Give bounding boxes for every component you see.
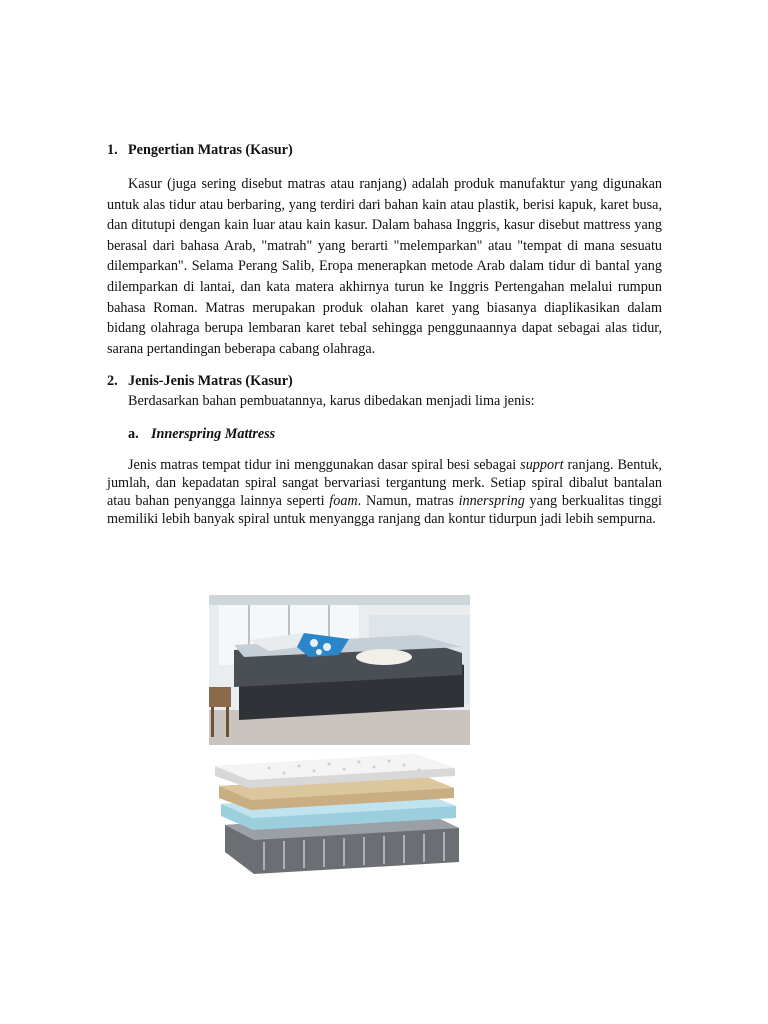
para-text-4: yang berkualitas tinggi memiliki lebih banyak spiral untuk menyangga ranjang dan kontur tidurpun jadi lebih sempurna.: [107, 493, 662, 528]
section-1-title: Pengertian Matras (Kasur): [128, 142, 293, 158]
section-2-intro: Berdasarkan bahan pembuatannya, karus dibedakan menjadi lima jenis:: [128, 393, 535, 410]
subsection-a-number: a.: [128, 426, 139, 443]
subsection-a-paragraph: [107, 456, 662, 528]
section-1-heading: [107, 140, 662, 160]
subsection-a-title: Innerspring Mattress: [151, 426, 276, 443]
para-em-innerspring: innerspring: [458, 493, 525, 510]
section-1-number: 1.: [107, 142, 118, 158]
section-2-heading: [107, 371, 662, 391]
document-body: [107, 140, 662, 528]
para-text-1: Jenis matras tempat tidur ini menggunakan dasar spiral besi sebagai: [128, 457, 521, 474]
mattress-layers-image: [209, 752, 470, 876]
para-em-foam: foam: [329, 493, 358, 510]
bed-photo: [209, 595, 470, 745]
section-2-title: Jenis-Jenis Matras (Kasur): [128, 373, 293, 390]
section-1-paragraph: Kasur (juga sering disebut matras atau ranjang) adalah produk manufaktur yang digunakan untuk alas tidur atau berbaring, yang terdiri dari bahan kain atau plastik, berisi kapuk, karet busa, dan ditutupi dengan kain luar atau kain kasur. Dalam bahasa Inggris, kasur disebut mattress yang berasal dari bahasa Arab, "matrah" yang berarti "melemparkan" atau "tempat di mana sesuatu dilemparkan". Selama Perang Salib, Eropa menerapkan metode Arab dalam tidur di bantal yang dilemparkan di lantai, dan kata matera akhirnya turun ke Inggris Pertengahan melalui rumpun bahasa Roman. Matras merupakan produk olahan karet yang biasanya diaplikasikan dalam bidang olahraga berupa lembaran karet tebal sehingga penggunaannya dapat sebagai alas tidur, sarana pertandingan beberapa cabang olahraga.: [107, 176, 662, 357]
para-text-3: . Namun, matras: [357, 493, 459, 510]
section-2-number: 2.: [107, 373, 118, 390]
para-text-2: ranjang. Bentuk, jumlah, dan kepadatan spiral sangat bervariasi tergantung merk. Setiap spiral dibalut bantalan atau bahan penyangga lainnya seperti: [107, 457, 662, 510]
para-em-support: support: [520, 457, 564, 474]
subsection-a-heading: [107, 424, 662, 444]
